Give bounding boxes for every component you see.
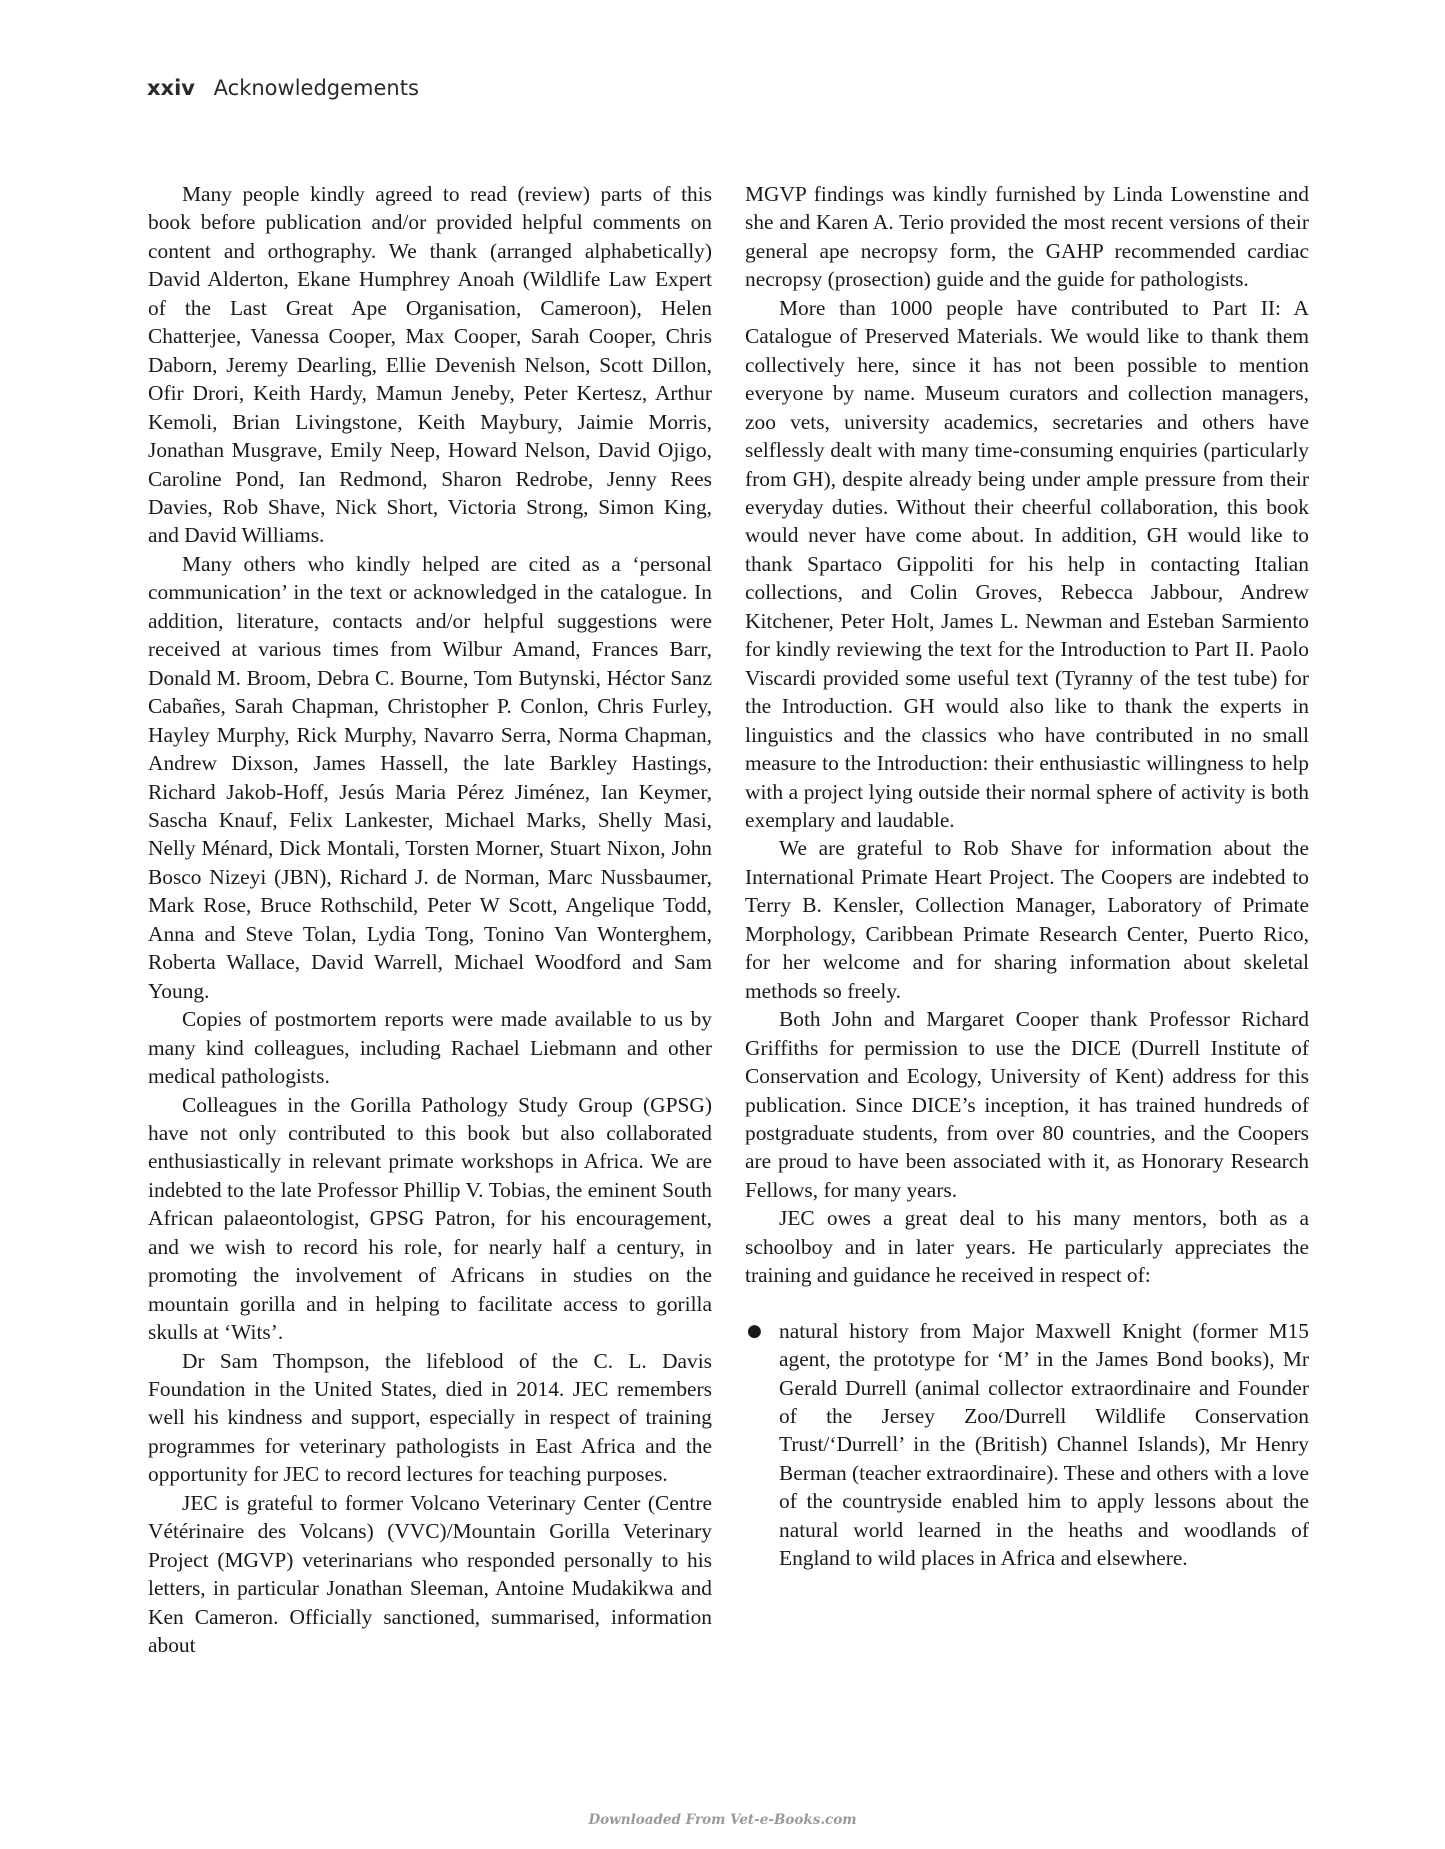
running-head — [147, 76, 419, 100]
download-watermark: Downloaded From Vet-e-Books.com — [588, 1812, 857, 1828]
right-column — [745, 180, 1309, 1573]
bullet-text: natural history from Major Maxwell Knight (former M15 agent, the prototype for ‘M’ in the James Bond books), Mr Gerald Durrell (animal collector extraordinaire and Founder of the Jersey Zoo/Durrell Wildlife Conservation Trust/‘Durrell’ in the (British) Channel Islands), Mr Henry Berman (teacher extraordinaire). These and others with a love of the countryside enabled him to apply lessons about the natural world learned in the heaths and woodlands of England to wild places in Africa and elsewhere. — [779, 1318, 1309, 1571]
bullet-icon: ● — [747, 1320, 762, 1341]
paragraph: We are grateful to Rob Shave for information about the International Primate Heart Project. The Coopers are indebted to Terry B. Kensler, Collection Manager, Laboratory of Primate Morphology, Caribbean Primate Research Center, Puerto Rico, for her welcome and for sharing information about skeletal methods so freely. — [745, 836, 1309, 1003]
paragraph: JEC owes a great deal to his many mentors, both as a schoolboy and in later years. He particularly appreciates the training and guidance he received in respect of: — [745, 1206, 1309, 1288]
paragraph: More than 1000 people have contributed to Part II: A Catalogue of Preserved Materials. We would like to thank them collectively here, since it has not been possible to mention everyone by name. Museum curators and collection managers, zoo vets, university academics, secretaries and others have selflessly dealt with many time-consuming enquiries (particularly from GH), despite already being under ample pressure from their everyday duties. Without their cheerful collaboration, this book would never have come about. In addition, GH would like to thank Spartaco Gippoliti for his help in contacting Italian collections, and Colin Groves, Rebecca Jabbour, Andrew Kitchener, Peter Holt, James L. Newman and Esteban Sarmiento for kindly reviewing the text for the Introduction to Part II. Paolo Viscardi provided some useful text (Tyranny of the test tube) for the Introduction. GH would also like to thank the experts in linguistics and the classics who have contributed in no small measure to the Introduction: their enthusiastic willingness to help with a project lying outside their normal sphere of activity is both exemplary and laudable. — [745, 295, 1309, 832]
bullet-list — [745, 1317, 1309, 1573]
running-title: Acknowledgements — [213, 76, 419, 100]
page-number: xxiv — [147, 76, 195, 100]
paragraph: Copies of postmortem reports were made available to us by many kind colleagues, including Rachael Liebmann and other medical pathologists. — [148, 1007, 712, 1089]
paragraph: JEC is grateful to former Volcano Veterinary Center (Centre Vétérinaire des Volcans) (VVC)/Mountain Gorilla Veterinary Project (MGVP) veterinarians who responded personally to his letters, in particular Jonathan Sleeman, Antoine Mudakikwa and Ken Cameron. Officially sanctioned, summarised, information about — [148, 1490, 712, 1658]
paragraph: Both John and Margaret Cooper thank Professor Richard Griffiths for permission to use the DICE (Durrell Institute of Conservation and Ecology, University of Kent) address for this publication. Since DICE’s inception, it has trained hundreds of postgraduate students, from over 80 countries, and the Coopers are proud to have been associated with it, as Honorary Research Fellows, for many years. — [745, 1007, 1309, 1202]
left-column — [148, 180, 712, 1660]
paragraph-continuation: MGVP findings was kindly furnished by Linda Lowenstine and she and Karen A. Terio provided the most recent versions of their general ape necropsy form, the GAHP recommended cardiac necropsy (prosection) guide and the guide for pathologists. — [745, 182, 1309, 292]
bullet-item — [745, 1317, 1309, 1573]
paragraph: Many people kindly agreed to read (review) parts of this book before publication and/or provided helpful comments on content and orthography. We thank (arranged alphabetically) David Alderton, Ekane Humphrey Anoah (Wildlife Law Expert of the Last Great Ape Organisation, Cameroon), Helen Chatterjee, Vanessa Cooper, Max Cooper, Sarah Cooper, Chris Daborn, Jeremy Dearling, Ellie Devenish Nelson, Scott Dillon, Ofir Drori, Keith Hardy, Mamun Jeneby, Peter Kertesz, Arthur Kemoli, Brian Livingstone, Keith Maybury, Jaimie Morris, Jonathan Musgrave, Emily Neep, Howard Nelson, David Ojigo, Caroline Pond, Ian Redmond, Sharon Redrobe, Jenny Rees Davies, Rob Shave, Nick Short, Victoria Strong, Simon King, and David Williams. — [148, 182, 712, 548]
paragraph: Dr Sam Thompson, the lifeblood of the C. L. Davis Foundation in the United States, died in 2014. JEC remembers well his kindness and support, especially in respect of training programmes for veterinary pathologists in East Africa and the opportunity for JEC to record lectures for teaching purposes. — [148, 1348, 712, 1487]
paragraph: Many others who kindly helped are cited as a ‘personal communication’ in the text or acknowledged in the catalogue. In addition, literature, contacts and/or helpful suggestions were received at various times from Wilbur Amand, Frances Barr, Donald M. Broom, Debra C. Bourne, Tom Butynski, Héctor Sanz Cabañes, Sarah Chapman, Christopher P. Conlon, Chris Furley, Hayley Murphy, Rick Murphy, Navarro Serra, Norma Chapman, Andrew Dixson, James Hassell, the late Barkley Hastings, Richard Jakob-Hoff, Jesús Maria Pérez Jiménez, Ian Keymer, Sascha Knauf, Felix Lankester, Michael Marks, Shelly Masi, Nelly Ménard, Dick Montali, Torsten Morner, Stuart Nixon, John Bosco Nizeyi (JBN), Richard J. de Norman, Marc Nussbaumer, Mark Rose, Bruce Rothschild, Peter W Scott, Angelique Todd, Anna and Steve Tolan, Lydia Tong, Tonino Van Wonterghem, Roberta Wallace, David Warrell, Michael Woodford and Sam Young. — [148, 551, 712, 1003]
paragraph: Colleagues in the Gorilla Pathology Study Group (GPSG) have not only contributed to this book but also collaborated enthusiastically in relevant primate workshops in Africa. We are indebted to the late Professor Phillip V. Tobias, the eminent South African palaeontologist, GPSG Patron, for his encouragement, and we wish to record his role, for nearly half a century, in promoting the involvement of Africans in studies on the mountain gorilla and in helping to facilitate access to gorilla skulls at ‘Wits’. — [148, 1092, 712, 1345]
